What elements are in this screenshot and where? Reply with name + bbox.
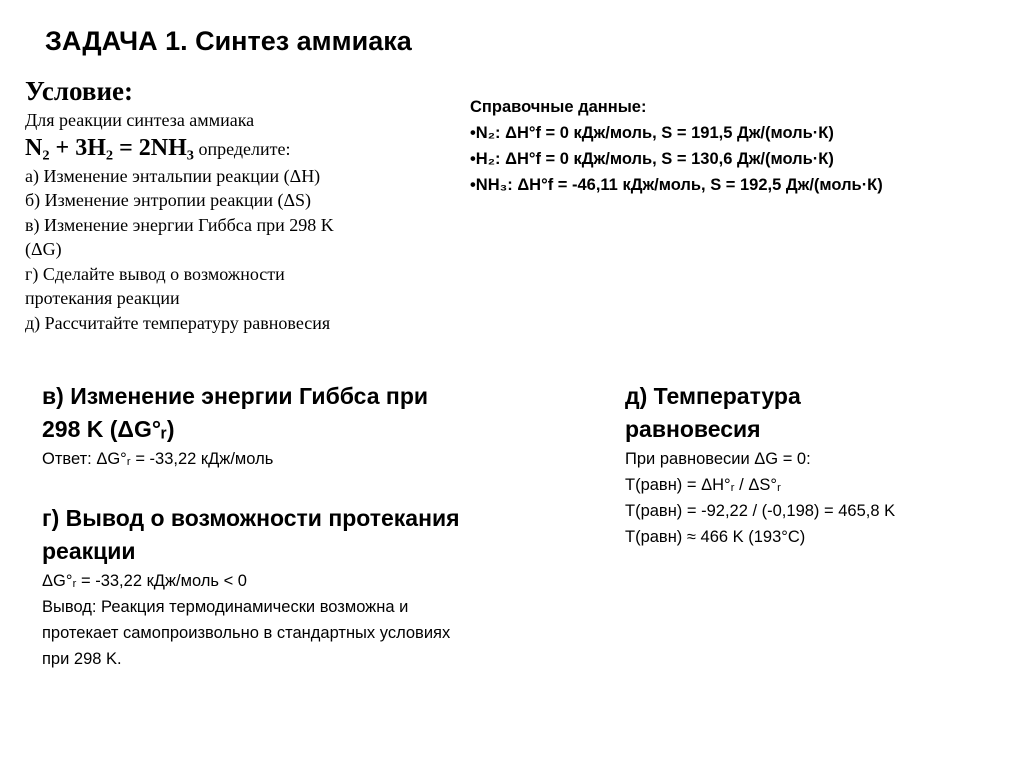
block-line: При равновесии ΔG = 0:	[625, 450, 811, 468]
reaction-equation	[25, 133, 334, 164]
block-line: Вывод: Реакция термодинамически возможна и	[42, 598, 409, 616]
gibbs-energy-block	[42, 380, 428, 472]
condition-item: д) Рассчитайте температуру равновесия	[25, 312, 331, 333]
condition-item: в) Изменение энергии Гиббса при 298 K	[25, 214, 334, 235]
condition-heading: Условие:	[25, 76, 133, 106]
block-heading: реакции	[42, 538, 136, 564]
block-heading: равновесия	[625, 416, 761, 442]
conclusion-block	[42, 502, 460, 672]
block-line: протекает самопроизвольно в стандартных условиях	[42, 624, 451, 642]
block-line: ΔG°ᵣ = -33,22 кДж/моль < 0	[42, 572, 247, 590]
reference-data	[470, 94, 883, 198]
block-line: при 298 K.	[42, 650, 122, 668]
block-line: Ответ: ΔG°ᵣ = -33,22 кДж/моль	[42, 450, 274, 468]
page-title: ЗАДАЧА 1. Синтез аммиака	[45, 26, 412, 56]
reference-heading: Справочные данные:	[470, 98, 647, 116]
reference-item: •H₂: ΔH°f = 0 кДж/моль, S = 130,6 Дж/(моль·К)	[470, 150, 834, 168]
condition-item: г) Сделайте вывод о возможности	[25, 263, 285, 284]
condition-item: а) Изменение энтальпии реакции (ΔH)	[25, 165, 321, 186]
condition-intro: Для реакции синтеза аммиака	[25, 110, 255, 130]
block-heading: 298 K (ΔG°ᵣ)	[42, 416, 175, 442]
block-heading: г) Вывод о возможности протекания	[42, 505, 460, 531]
condition-item: б) Изменение энтропии реакции (ΔS)	[25, 190, 312, 210]
block-line: T(равн) = -92,22 / (-0,198) = 465,8 K	[625, 502, 896, 520]
block-heading: д) Температура	[625, 383, 801, 409]
block-line: T(равн) ≈ 466 K (193°C)	[625, 528, 806, 546]
condition-section	[25, 74, 334, 335]
equation-formula: N₂ + 3H₂ = 2NH₃	[25, 134, 194, 161]
block-heading: в) Изменение энергии Гиббса при	[42, 383, 429, 409]
equilibrium-temperature-block	[625, 380, 895, 550]
reference-item: •N₂: ΔH°f = 0 кДж/моль, S = 191,5 Дж/(моль·К)	[470, 124, 834, 142]
block-line: T(равн) = ΔH°ᵣ / ΔS°ᵣ	[625, 476, 781, 494]
condition-item: протекания реакции	[25, 288, 180, 308]
equation-tail: определите:	[193, 138, 291, 159]
reference-item: •NH₃: ΔH°f = -46,11 кДж/моль, S = 192,5 Дж/(моль·К)	[470, 176, 883, 194]
condition-item: (ΔG)	[25, 239, 62, 259]
